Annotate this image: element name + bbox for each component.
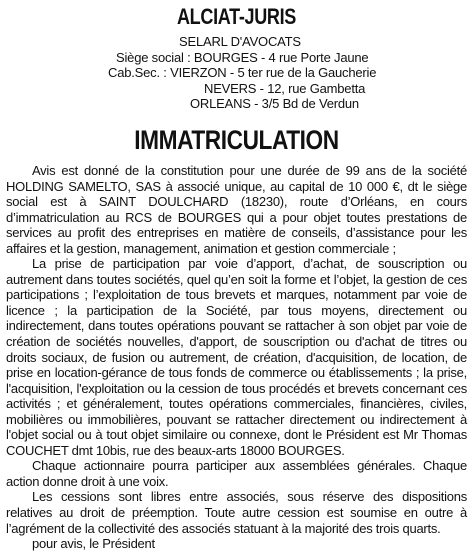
firm-head-office: Siège social : BOURGES - 4 rue Porte Jaune [116,49,369,65]
notice-paragraph-constitution: Avis est donné de la constitution pour une durée de 99 ans de la société HOLDING SAMELTO, SAS à associé unique, au capital de 10 000 €, dt le siège social est à SAINT DOULCHARD (18230), route d’Orléans, en cours d’immatriculation au RCS de BOURGES qui a pour objet toutes prestations de services au profit des entreprises en matière de conseils, d’assistance pour les affaires et la gestion, management, animation et gestion commerciale ; [6,163,467,256]
notice-title: IMMATRICULATION [134,125,339,155]
firm-name: ALCIAT-JURIS [176,4,297,29]
firm-legal-form: SELARL D'AVOCATS [179,34,301,49]
notice-signature: pour avis, le Président [32,536,155,552]
firm-secondary-office-vierzon: Cab.Sec. : VIERZON - 5 ter rue de la Gaucherie [108,65,377,80]
notice-paragraph-transfers: Les cessions sont libres entre associés, sous réserve des dispositions relatives au droit de préemption. Toute autre cession est soumise en outre à l’agrément de la collectivité des associés statuant à la majorité des trois quarts. [6,489,467,536]
firm-office-orleans: ORLEANS - 3/5 Bd de Verdun [190,96,359,111]
notice-paragraph-object: La prise de participation par voie d’apport, d’achat, de souscription ou autrement dans toutes sociétés, quel qu’en soit la forme et l’objet, la gestion de ces participations ; l’exploitation de tous brevets et marques, notamment par voie de licence ; la participation de la Société, par tous moyens, directement ou indirectement, dans toutes opérations pouvant se rattacher à son objet par voie de création de sociétés nouvelles, d'apport, de souscription ou d'achat de titres ou droits sociaux, de fusion ou autrement, de création, d'acquisition, de location, de prise en location-gérance de tous fonds de commerce ou établissements ; la prise, l'acquisition, l'exploitation ou la cession de tous procédés et brevets concernant ces activités ; et généralement, toutes opérations commerciales, financières, civiles, mobilières ou immobilières, pouvant se rattacher directement ou indirectement à l'objet social ou à tout objet similaire ou connexe, dont le Président est Mr Thomas COUCHET dmt 10bis, rue des beaux-arts 18000 BOURGES. [6,256,467,458]
notice-paragraph-voting: Chaque actionnaire pourra participer aux assemblées générales. Chaque action donne droit à une voix. [6,458,467,489]
notice-body [6,163,467,552]
firm-office-nevers: NEVERS - 12, rue Gambetta [204,80,366,96]
firm-address-block [6,34,467,112]
